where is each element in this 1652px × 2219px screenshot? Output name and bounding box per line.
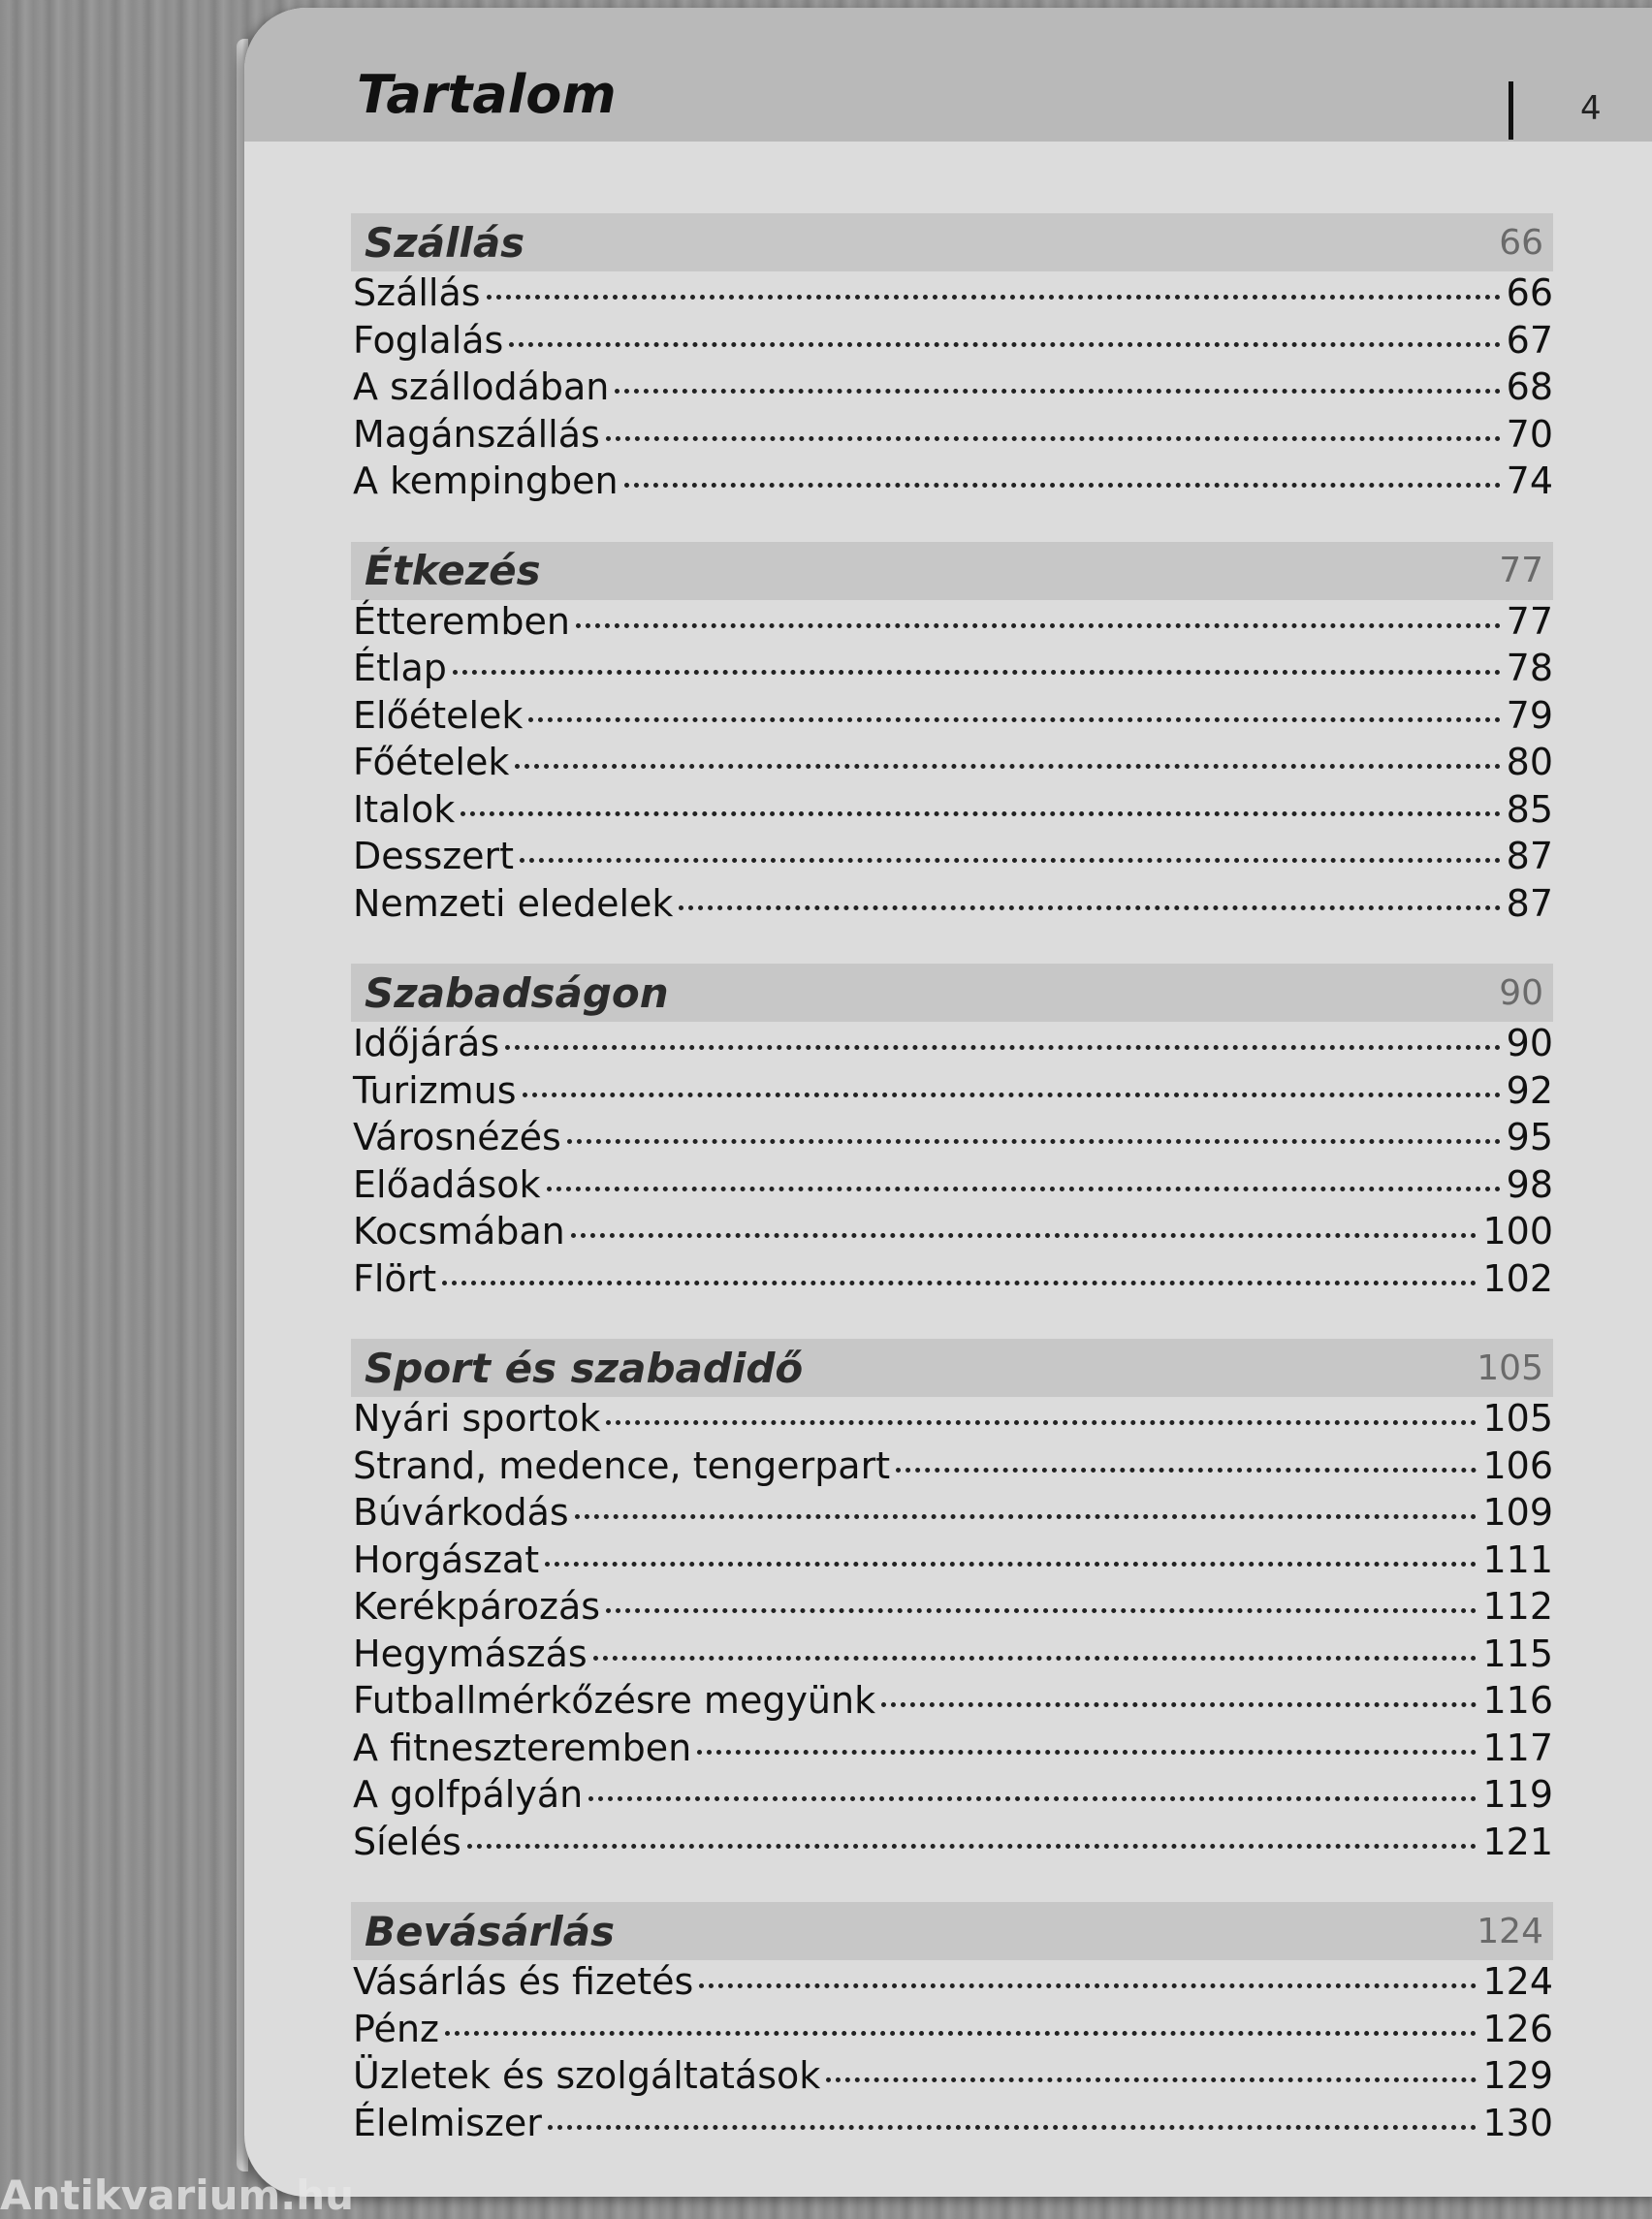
toc-entry [351,1633,1553,1680]
entry-page-number: 78 [1506,647,1553,689]
toc-entry [351,788,1553,836]
toc-entry [351,1116,1553,1163]
entry-label: Előadások [353,1162,541,1206]
entry-label: Nemzeti eledelek [353,881,674,925]
entry-page-number: 121 [1482,1820,1553,1863]
dot-leader [545,1562,1477,1567]
toc-entry [351,835,1553,882]
toc-entry [351,2054,1553,2102]
entry-label: Turizmus [353,1068,517,1112]
toc-entry [351,271,1553,319]
entry-label: Időjárás [353,1022,500,1064]
section-page-number: 124 [1477,1911,1543,1951]
table-of-contents [351,213,1553,2183]
toc-entry [351,1821,1553,1868]
section-title: Étkezés [365,547,541,594]
toc-entry [351,600,1553,648]
toc-entry [351,319,1553,366]
section-page-number: 90 [1499,972,1543,1013]
toc-entry [351,1773,1553,1821]
entry-page-number: 126 [1482,2007,1553,2050]
entry-label: Nyári sportok [353,1397,601,1440]
entry-page-number: 74 [1506,460,1553,502]
entry-label: Kocsmában [353,1210,565,1252]
entry-label: Síelés [353,1820,461,1863]
dot-leader [881,1702,1477,1707]
entry-label: Élelmiszer [353,2101,542,2144]
entry-page-number: 117 [1482,1726,1553,1769]
entry-page-number: 111 [1482,1537,1553,1581]
entry-page-number: 70 [1506,412,1553,456]
entry-page-number: 112 [1482,1585,1553,1628]
toc-entry [351,1210,1553,1257]
entry-page-number: 66 [1506,271,1553,314]
entry-label: Desszert [353,835,515,877]
dot-leader [697,1750,1477,1755]
entry-label: Foglalás [353,318,504,362]
toc-section [351,964,1553,1304]
section-title: Szabadságon [365,968,669,1017]
entry-page-number: 130 [1482,2101,1553,2144]
toc-section [351,1339,1553,1867]
dot-leader [567,1139,1501,1144]
toc-entry [351,413,1553,460]
dot-leader [826,2077,1477,2082]
toc-entry [351,2008,1553,2055]
dot-leader [615,389,1500,394]
entry-label: Kerékpározás [353,1585,601,1628]
entry-label: Étteremben [353,599,570,643]
dot-leader [548,2125,1477,2130]
entry-page-number: 85 [1506,787,1553,831]
dot-leader [606,1608,1477,1613]
entry-page-number: 68 [1506,365,1553,408]
section-title: Bevásárlás [365,1907,616,1955]
toc-entry [351,1727,1553,1774]
toc-entry [351,365,1553,413]
dot-leader [445,2031,1477,2036]
dot-leader [576,623,1501,628]
entry-page-number: 95 [1506,1116,1553,1158]
entry-label: Horgászat [353,1537,540,1581]
toc-entry [351,1022,1553,1069]
dot-leader [461,811,1500,816]
dot-leader [571,1233,1477,1238]
entry-page-number: 67 [1506,318,1553,362]
toc-section [351,1902,1553,2148]
entry-page-number: 87 [1506,881,1553,925]
entry-label: A fitneszteremben [353,1726,692,1769]
toc-entry [351,2102,1553,2149]
dot-leader [606,1420,1477,1425]
entry-label: A golfpályán [353,1773,584,1816]
page-number: 4 [1580,89,1602,128]
entry-label: Flört [353,1256,437,1300]
entry-label: Üzletek és szolgáltatások [353,2054,821,2097]
page-title: Tartalom [357,64,617,125]
section-page-number: 77 [1499,551,1543,590]
entry-page-number: 109 [1482,1491,1553,1534]
watermark: Antikvarium.hu [0,2171,355,2219]
entry-label: Étlap [353,647,447,689]
toc-entry [351,741,1553,788]
section-page-number: 66 [1499,222,1543,263]
dot-leader [505,1045,1501,1050]
entry-page-number: 100 [1482,1210,1553,1252]
toc-entry [351,460,1553,507]
section-header [351,542,1553,600]
entry-label: Előételek [353,693,524,737]
entry-page-number: 79 [1506,693,1553,737]
entry-label: Búvárkodás [353,1491,569,1534]
dot-leader [442,1281,1477,1285]
toc-entry [351,882,1553,930]
entry-page-number: 87 [1506,835,1553,877]
entry-page-number: 92 [1506,1068,1553,1112]
entry-page-number: 102 [1482,1256,1553,1300]
entry-page-number: 115 [1482,1632,1553,1675]
toc-entry [351,1163,1553,1211]
entry-label: Főételek [353,741,510,783]
entry-page-number: 106 [1482,1443,1553,1487]
toc-section [351,542,1553,930]
entry-page-number: 77 [1506,599,1553,643]
dot-leader [467,1844,1477,1849]
toc-section [351,213,1553,507]
toc-entry [351,1960,1553,2008]
toc-entry [351,1538,1553,1586]
section-header [351,213,1553,271]
dot-leader [547,1187,1501,1191]
entry-page-number: 98 [1506,1162,1553,1206]
toc-entry [351,1491,1553,1538]
entry-page-number: 90 [1506,1022,1553,1064]
entry-label: Hegymászás [353,1632,588,1675]
entry-label: Vásárlás és fizetés [353,1960,694,2003]
entry-page-number: 124 [1482,1960,1553,2003]
toc-entry [351,1679,1553,1727]
dot-leader [624,483,1501,488]
dot-leader [606,436,1501,441]
dot-leader [575,1514,1477,1519]
section-header [351,1339,1553,1397]
entry-page-number: 80 [1506,741,1553,783]
entry-page-number: 116 [1482,1679,1553,1722]
dot-leader [699,1983,1477,1988]
toc-entry [351,1397,1553,1444]
entry-label: Futballmérkőzésre megyünk [353,1679,876,1722]
entry-label: Városnézés [353,1116,561,1158]
dot-leader [487,295,1501,300]
section-header [351,1902,1553,1960]
toc-entry [351,1444,1553,1492]
section-page-number: 105 [1477,1347,1543,1388]
entry-label: A szállodában [353,365,610,408]
dot-leader [896,1468,1477,1473]
entry-label: Strand, medence, tengerpart [353,1443,891,1487]
dot-leader [679,905,1500,910]
dot-leader [528,717,1500,722]
dot-leader [523,1093,1501,1097]
entry-page-number: 129 [1482,2054,1553,2097]
toc-entry [351,694,1553,742]
entry-label: Italok [353,787,456,831]
entry-label: Szállás [353,271,481,314]
entry-page-number: 105 [1482,1397,1553,1440]
dot-leader [509,342,1500,347]
toc-entry [351,647,1553,694]
section-title: Szállás [365,218,525,267]
toc-entry [351,1585,1553,1633]
page-header [244,8,1652,142]
section-header [351,964,1553,1022]
toc-entry [351,1069,1553,1117]
dot-leader [520,858,1501,863]
entry-label: Magánszállás [353,412,600,456]
dot-leader [593,1656,1477,1661]
toc-entry [351,1257,1553,1305]
dot-leader [453,670,1501,675]
header-divider [1509,81,1513,140]
book-page [244,8,1652,2197]
entry-page-number: 119 [1482,1773,1553,1816]
section-title: Sport és szabadidő [365,1344,804,1392]
dot-leader [515,764,1500,769]
entry-label: Pénz [353,2007,439,2050]
dot-leader [588,1796,1477,1801]
entry-label: A kempingben [353,460,619,502]
